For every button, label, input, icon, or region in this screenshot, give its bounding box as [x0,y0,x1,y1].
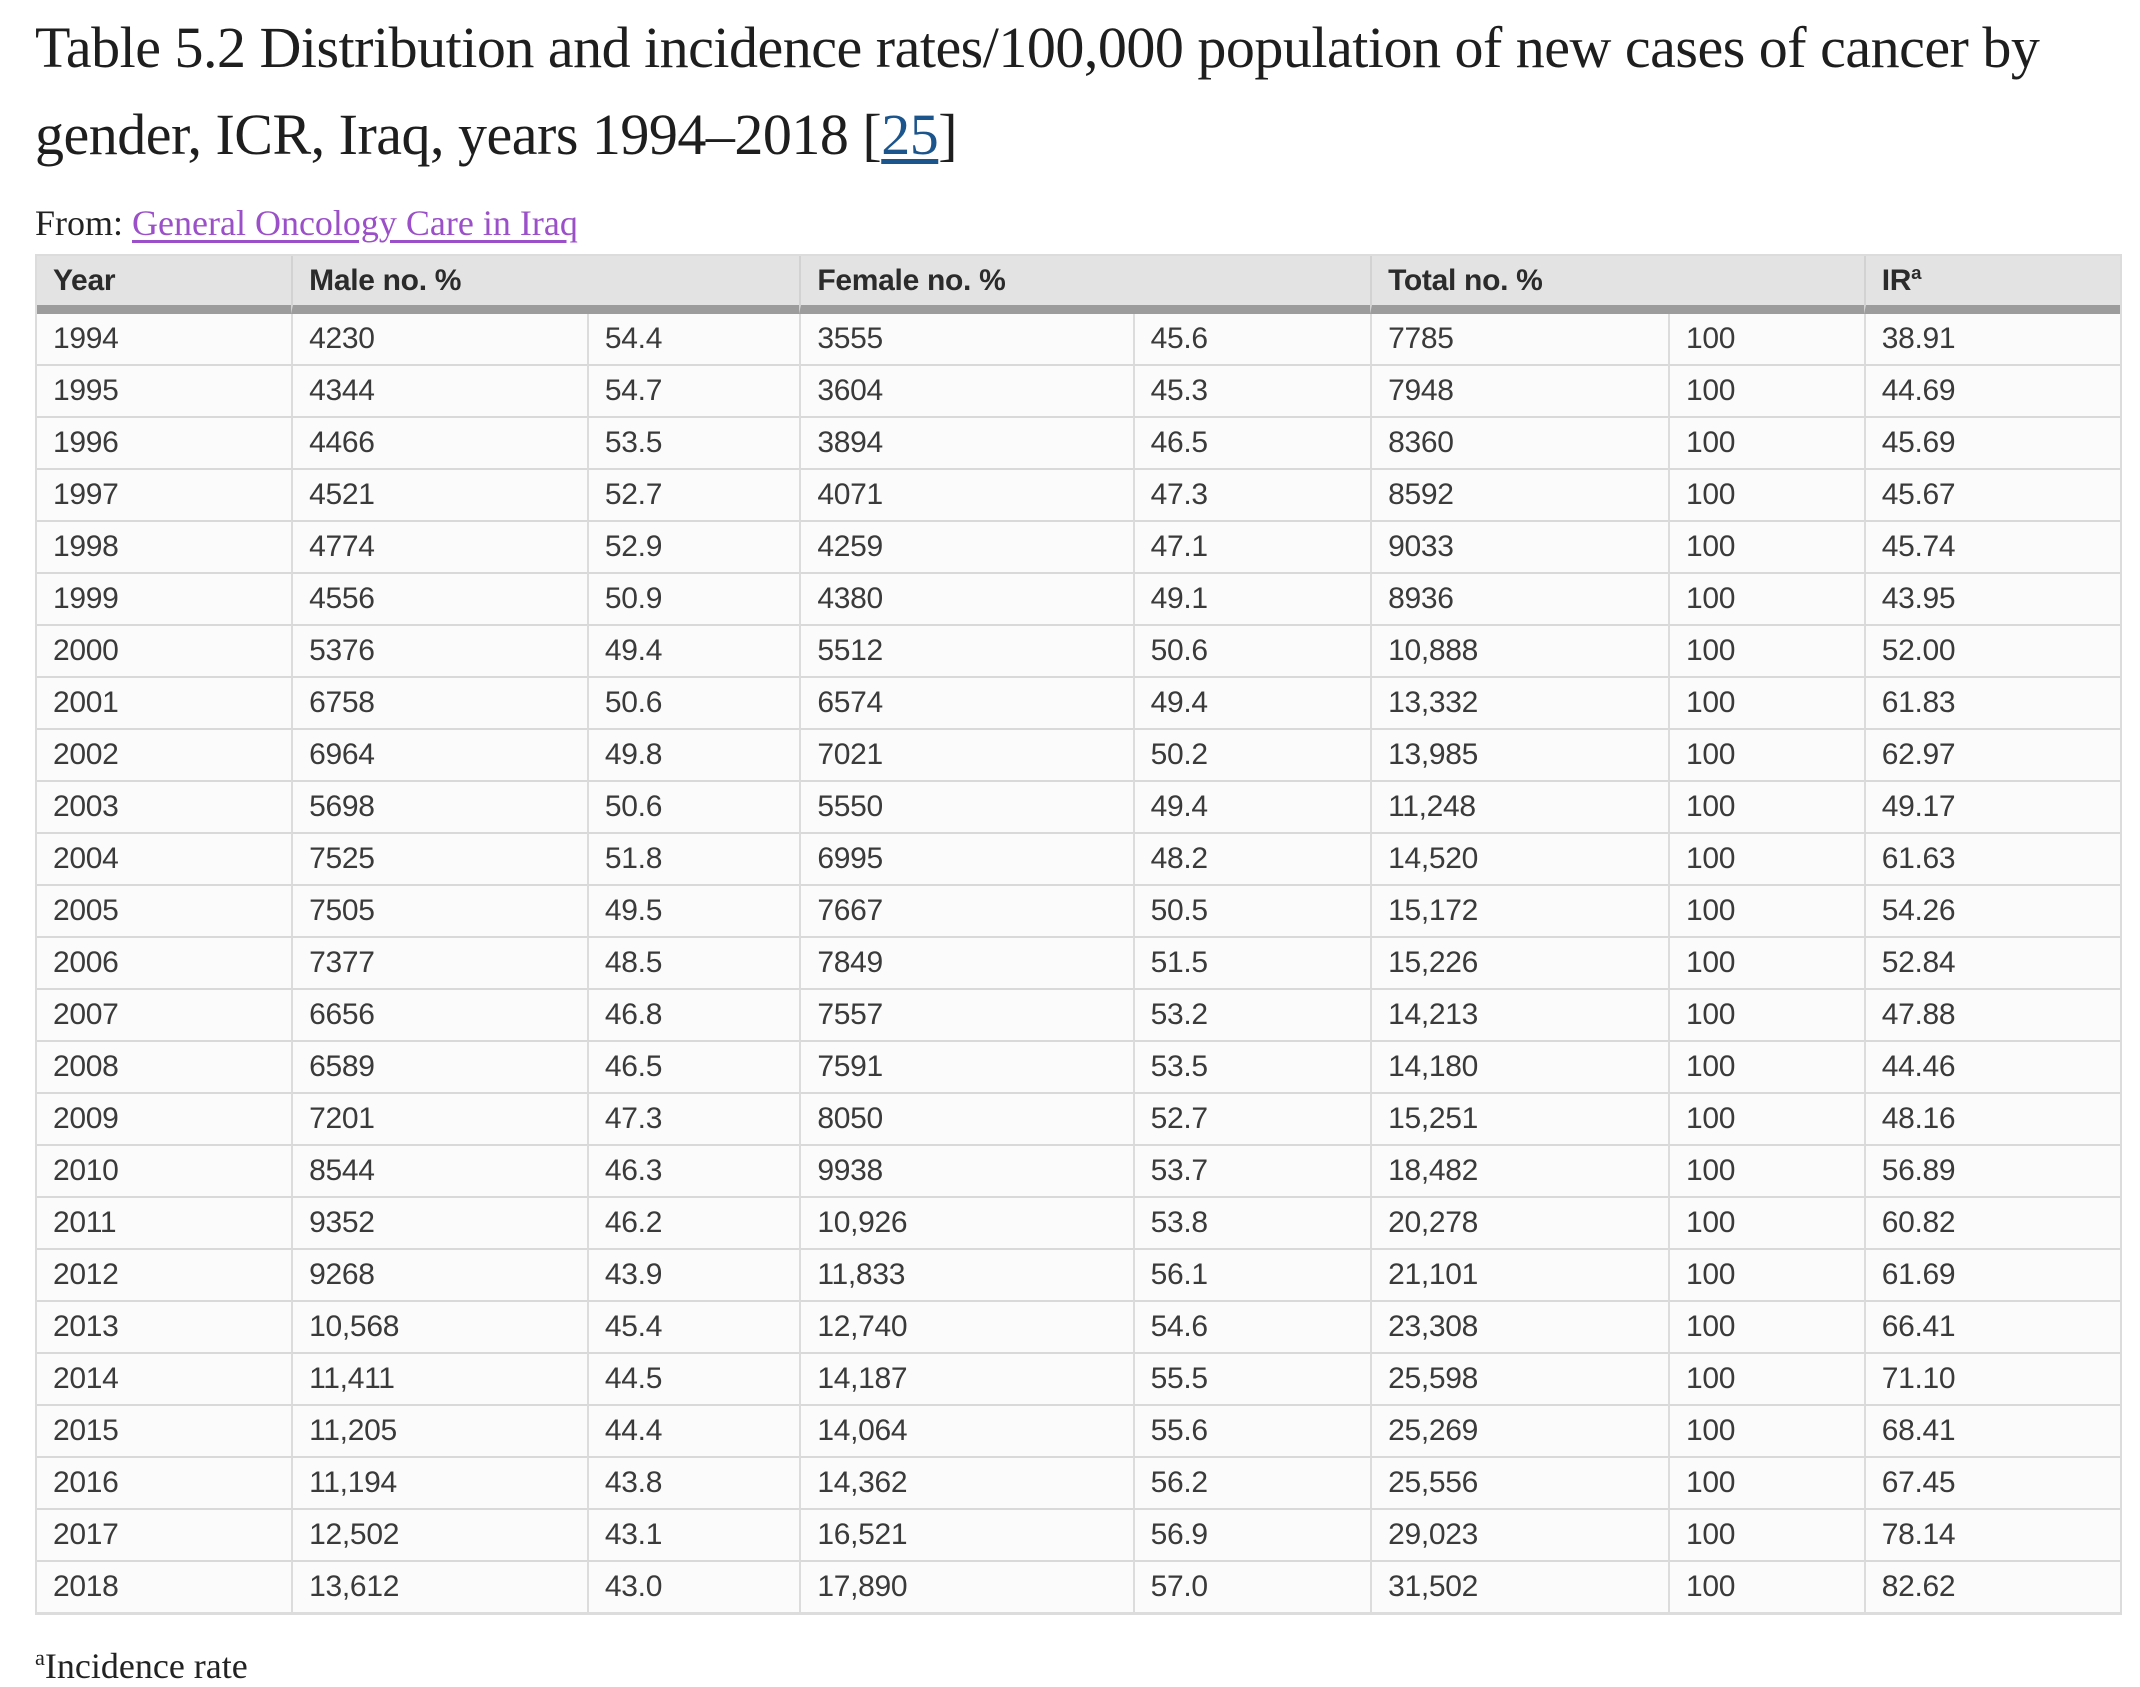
male-percent-cell: 43.8 [587,1456,799,1508]
total-count-cell: 15,251 [1370,1092,1668,1144]
female-count-cell: 7021 [799,728,1132,780]
year-cell: 2007 [37,988,291,1040]
male-percent-cell: 49.8 [587,728,799,780]
female-count-cell: 3604 [799,364,1132,416]
female-count-cell: 3555 [799,314,1132,364]
year-cell: 2015 [37,1404,291,1456]
incidence-rate-cell: 43.95 [1864,572,2120,624]
male-count-cell: 10,568 [291,1300,587,1352]
female-count-cell: 10,926 [799,1196,1132,1248]
male-percent-cell: 45.4 [587,1300,799,1352]
total-percent-cell: 100 [1668,624,1864,676]
female-count-cell: 7849 [799,936,1132,988]
male-count-cell: 5698 [291,780,587,832]
female-count-cell: 3894 [799,416,1132,468]
total-percent-cell: 100 [1668,1040,1864,1092]
citation-bracket-close: ] [938,102,958,167]
incidence-rate-cell: 82.62 [1864,1560,2120,1612]
table-header-row [37,256,2120,314]
female-count-cell: 16,521 [799,1508,1132,1560]
total-count-cell: 25,269 [1370,1404,1668,1456]
incidence-rate-cell: 78.14 [1864,1508,2120,1560]
female-percent-cell: 49.1 [1133,572,1370,624]
year-cell: 1994 [37,314,291,364]
source-line [35,202,2122,244]
total-percent-cell: 100 [1668,936,1864,988]
male-percent-cell: 49.5 [587,884,799,936]
female-percent-cell: 46.5 [1133,416,1370,468]
male-percent-cell: 46.3 [587,1144,799,1196]
total-percent-cell: 100 [1668,1404,1864,1456]
year-cell: 2017 [37,1508,291,1560]
female-count-cell: 9938 [799,1144,1132,1196]
table-row [37,936,2120,988]
male-percent-cell: 43.0 [587,1560,799,1612]
total-count-cell: 13,332 [1370,676,1668,728]
total-percent-cell: 100 [1668,1560,1864,1612]
female-percent-cell: 53.8 [1133,1196,1370,1248]
total-count-cell: 14,520 [1370,832,1668,884]
incidence-rate-cell: 60.82 [1864,1196,2120,1248]
total-count-cell: 7785 [1370,314,1668,364]
female-count-cell: 5550 [799,780,1132,832]
table-row [37,624,2120,676]
total-count-cell: 7948 [1370,364,1668,416]
from-label: From: [35,203,133,243]
female-percent-cell: 51.5 [1133,936,1370,988]
male-count-cell: 7377 [291,936,587,988]
female-count-cell: 12,740 [799,1300,1132,1352]
female-percent-cell: 56.9 [1133,1508,1370,1560]
total-count-cell: 8592 [1370,468,1668,520]
male-count-cell: 5376 [291,624,587,676]
incidence-rate-cell: 44.46 [1864,1040,2120,1092]
male-percent-cell: 50.9 [587,572,799,624]
incidence-rate-cell: 52.84 [1864,936,2120,988]
female-count-cell: 6995 [799,832,1132,884]
total-percent-cell: 100 [1668,988,1864,1040]
total-percent-cell: 100 [1668,1300,1864,1352]
year-cell: 2016 [37,1456,291,1508]
female-percent-cell: 56.2 [1133,1456,1370,1508]
table-row [37,1508,2120,1560]
total-percent-cell: 100 [1668,832,1864,884]
female-percent-cell: 50.6 [1133,624,1370,676]
year-cell: 2014 [37,1352,291,1404]
total-percent-cell: 100 [1668,416,1864,468]
female-count-cell: 17,890 [799,1560,1132,1612]
incidence-rate-cell: 44.69 [1864,364,2120,416]
male-percent-cell: 50.6 [587,676,799,728]
total-count-cell: 29,023 [1370,1508,1668,1560]
female-percent-cell: 45.6 [1133,314,1370,364]
total-percent-cell: 100 [1668,1144,1864,1196]
footnote [35,1645,2122,1687]
male-count-cell: 4774 [291,520,587,572]
male-count-cell: 12,502 [291,1508,587,1560]
year-cell: 2006 [37,936,291,988]
table-row [37,676,2120,728]
table-row [37,832,2120,884]
female-percent-cell: 50.2 [1133,728,1370,780]
female-count-cell: 4071 [799,468,1132,520]
incidence-rate-cell: 47.88 [1864,988,2120,1040]
table-row [37,416,2120,468]
total-count-cell: 14,213 [1370,988,1668,1040]
table-row [37,1144,2120,1196]
year-cell: 2000 [37,624,291,676]
incidence-rate-cell: 68.41 [1864,1404,2120,1456]
total-count-cell: 14,180 [1370,1040,1668,1092]
male-percent-cell: 52.9 [587,520,799,572]
table-row [37,1352,2120,1404]
year-cell: 2013 [37,1300,291,1352]
male-percent-cell: 44.5 [587,1352,799,1404]
footnote-text: Incidence rate [44,1646,248,1686]
year-cell: 1998 [37,520,291,572]
footnote-marker: a [35,1645,45,1670]
incidence-rate-cell: 45.74 [1864,520,2120,572]
total-count-cell: 25,598 [1370,1352,1668,1404]
year-cell: 2003 [37,780,291,832]
column-header-ir: $IR^a$ [1864,256,2120,314]
total-percent-cell: 100 [1668,572,1864,624]
incidence-rate-cell: 56.89 [1864,1144,2120,1196]
female-percent-cell: 49.4 [1133,676,1370,728]
table-row [37,1404,2120,1456]
table-row [37,1196,2120,1248]
male-count-cell: 6656 [291,988,587,1040]
female-percent-cell: 50.5 [1133,884,1370,936]
total-percent-cell: 100 [1668,1456,1864,1508]
table-row [37,1456,2120,1508]
male-count-cell: 7525 [291,832,587,884]
total-count-cell: 9033 [1370,520,1668,572]
female-count-cell: 4259 [799,520,1132,572]
total-percent-cell: 100 [1668,884,1864,936]
incidence-rate-cell: 62.97 [1864,728,2120,780]
male-count-cell: 4466 [291,416,587,468]
female-percent-cell: 48.2 [1133,832,1370,884]
male-percent-cell: 46.8 [587,988,799,1040]
male-percent-cell: 43.9 [587,1248,799,1300]
female-percent-cell: 53.2 [1133,988,1370,1040]
male-count-cell: 13,612 [291,1560,587,1612]
incidence-rate-cell: 48.16 [1864,1092,2120,1144]
male-percent-cell: 50.6 [587,780,799,832]
male-percent-cell: 47.3 [587,1092,799,1144]
year-cell: 1999 [37,572,291,624]
male-count-cell: 9352 [291,1196,587,1248]
incidence-rate-cell: 61.69 [1864,1248,2120,1300]
total-count-cell: 20,278 [1370,1196,1668,1248]
female-count-cell: 14,362 [799,1456,1132,1508]
male-count-cell: 11,194 [291,1456,587,1508]
column-header-total: Total no. % [1370,256,1864,314]
female-count-cell: 6574 [799,676,1132,728]
male-percent-cell: 48.5 [587,936,799,988]
total-percent-cell: 100 [1668,1352,1864,1404]
total-percent-cell: 100 [1668,468,1864,520]
female-percent-cell: 45.3 [1133,364,1370,416]
female-count-cell: 7667 [799,884,1132,936]
female-percent-cell: 49.4 [1133,780,1370,832]
source-link[interactable]: General Oncology Care in Iraq [132,203,578,243]
male-count-cell: 9268 [291,1248,587,1300]
female-percent-cell: 52.7 [1133,1092,1370,1144]
total-count-cell: 8360 [1370,416,1668,468]
male-count-cell: 4521 [291,468,587,520]
incidence-rate-cell: 45.67 [1864,468,2120,520]
table-row [37,364,2120,416]
total-percent-cell: 100 [1668,1092,1864,1144]
female-count-cell: 11,833 [799,1248,1132,1300]
data-table [37,256,2120,1612]
year-cell: 2012 [37,1248,291,1300]
year-cell: 2005 [37,884,291,936]
total-percent-cell: 100 [1668,520,1864,572]
male-count-cell: 6758 [291,676,587,728]
total-count-cell: 13,985 [1370,728,1668,780]
total-percent-cell: 100 [1668,1196,1864,1248]
citation-link[interactable]: 25 [881,102,939,167]
male-count-cell: 8544 [291,1144,587,1196]
table-row [37,884,2120,936]
table-row [37,1300,2120,1352]
column-header-male: Male no. % [291,256,799,314]
female-percent-cell: 53.7 [1133,1144,1370,1196]
year-cell: 2010 [37,1144,291,1196]
female-count-cell: 14,064 [799,1404,1132,1456]
male-count-cell: 4230 [291,314,587,364]
male-count-cell: 4344 [291,364,587,416]
total-percent-cell: 100 [1668,780,1864,832]
incidence-rate-cell: 71.10 [1864,1352,2120,1404]
female-percent-cell: 56.1 [1133,1248,1370,1300]
incidence-rate-cell: 52.00 [1864,624,2120,676]
male-count-cell: 6589 [291,1040,587,1092]
incidence-rate-cell: 67.45 [1864,1456,2120,1508]
male-percent-cell: 46.2 [587,1196,799,1248]
table-row [37,988,2120,1040]
male-percent-cell: 52.7 [587,468,799,520]
total-count-cell: 11,248 [1370,780,1668,832]
incidence-rate-cell: 54.26 [1864,884,2120,936]
table-row [37,1248,2120,1300]
female-count-cell: 7557 [799,988,1132,1040]
total-count-cell: 21,101 [1370,1248,1668,1300]
male-percent-cell: 46.5 [587,1040,799,1092]
table-title-text: Table 5.2 Distribution and incidence rates/100,000 population of new cases of cancer by gender, ICR, Iraq, years 1994–2018 [35,15,2040,167]
table-head [37,256,2120,314]
female-count-cell: 7591 [799,1040,1132,1092]
year-cell: 2004 [37,832,291,884]
table-row [37,314,2120,364]
female-percent-cell: 54.6 [1133,1300,1370,1352]
data-table-container [35,254,2122,1615]
female-percent-cell: 55.5 [1133,1352,1370,1404]
incidence-rate-cell: 66.41 [1864,1300,2120,1352]
male-count-cell: 7505 [291,884,587,936]
female-count-cell: 4380 [799,572,1132,624]
female-count-cell: 5512 [799,624,1132,676]
table-row [37,1560,2120,1612]
female-percent-cell: 47.3 [1133,468,1370,520]
total-percent-cell: 100 [1668,314,1864,364]
total-count-cell: 10,888 [1370,624,1668,676]
incidence-rate-cell: 61.63 [1864,832,2120,884]
year-cell: 2018 [37,1560,291,1612]
total-count-cell: 15,172 [1370,884,1668,936]
male-count-cell: 4556 [291,572,587,624]
table-row [37,468,2120,520]
table-row [37,1092,2120,1144]
total-percent-cell: 100 [1668,1508,1864,1560]
table-row [37,728,2120,780]
total-count-cell: 18,482 [1370,1144,1668,1196]
incidence-rate-cell: 49.17 [1864,780,2120,832]
male-percent-cell: 43.1 [587,1508,799,1560]
male-count-cell: 7201 [291,1092,587,1144]
year-cell: 2002 [37,728,291,780]
female-percent-cell: 47.1 [1133,520,1370,572]
column-header-sup: a [1911,262,1922,283]
total-count-cell: 23,308 [1370,1300,1668,1352]
male-count-cell: 11,205 [291,1404,587,1456]
female-count-cell: 8050 [799,1092,1132,1144]
year-cell: 1996 [37,416,291,468]
male-percent-cell: 49.4 [587,624,799,676]
total-percent-cell: 100 [1668,364,1864,416]
table-title [35,4,2122,178]
male-percent-cell: 54.4 [587,314,799,364]
table-row [37,520,2120,572]
table-row [37,1040,2120,1092]
year-cell: 1997 [37,468,291,520]
male-percent-cell: 54.7 [587,364,799,416]
male-percent-cell: 53.5 [587,416,799,468]
total-percent-cell: 100 [1668,1248,1864,1300]
total-percent-cell: 100 [1668,728,1864,780]
citation-bracket-open: [ [862,102,882,167]
female-percent-cell: 53.5 [1133,1040,1370,1092]
year-cell: 2001 [37,676,291,728]
male-count-cell: 11,411 [291,1352,587,1404]
incidence-rate-cell: 45.69 [1864,416,2120,468]
column-header-year: Year [37,256,291,314]
incidence-rate-cell: 38.91 [1864,314,2120,364]
female-percent-cell: 55.6 [1133,1404,1370,1456]
table-row [37,780,2120,832]
total-count-cell: 31,502 [1370,1560,1668,1612]
year-cell: 1995 [37,364,291,416]
female-percent-cell: 57.0 [1133,1560,1370,1612]
year-cell: 2011 [37,1196,291,1248]
total-count-cell: 8936 [1370,572,1668,624]
year-cell: 2008 [37,1040,291,1092]
female-count-cell: 14,187 [799,1352,1132,1404]
male-count-cell: 6964 [291,728,587,780]
year-cell: 2009 [37,1092,291,1144]
incidence-rate-cell: 61.83 [1864,676,2120,728]
table-body [37,314,2120,1612]
total-percent-cell: 100 [1668,676,1864,728]
column-header-female: Female no. % [799,256,1370,314]
total-count-cell: 25,556 [1370,1456,1668,1508]
male-percent-cell: 51.8 [587,832,799,884]
total-count-cell: 15,226 [1370,936,1668,988]
male-percent-cell: 44.4 [587,1404,799,1456]
table-row [37,572,2120,624]
